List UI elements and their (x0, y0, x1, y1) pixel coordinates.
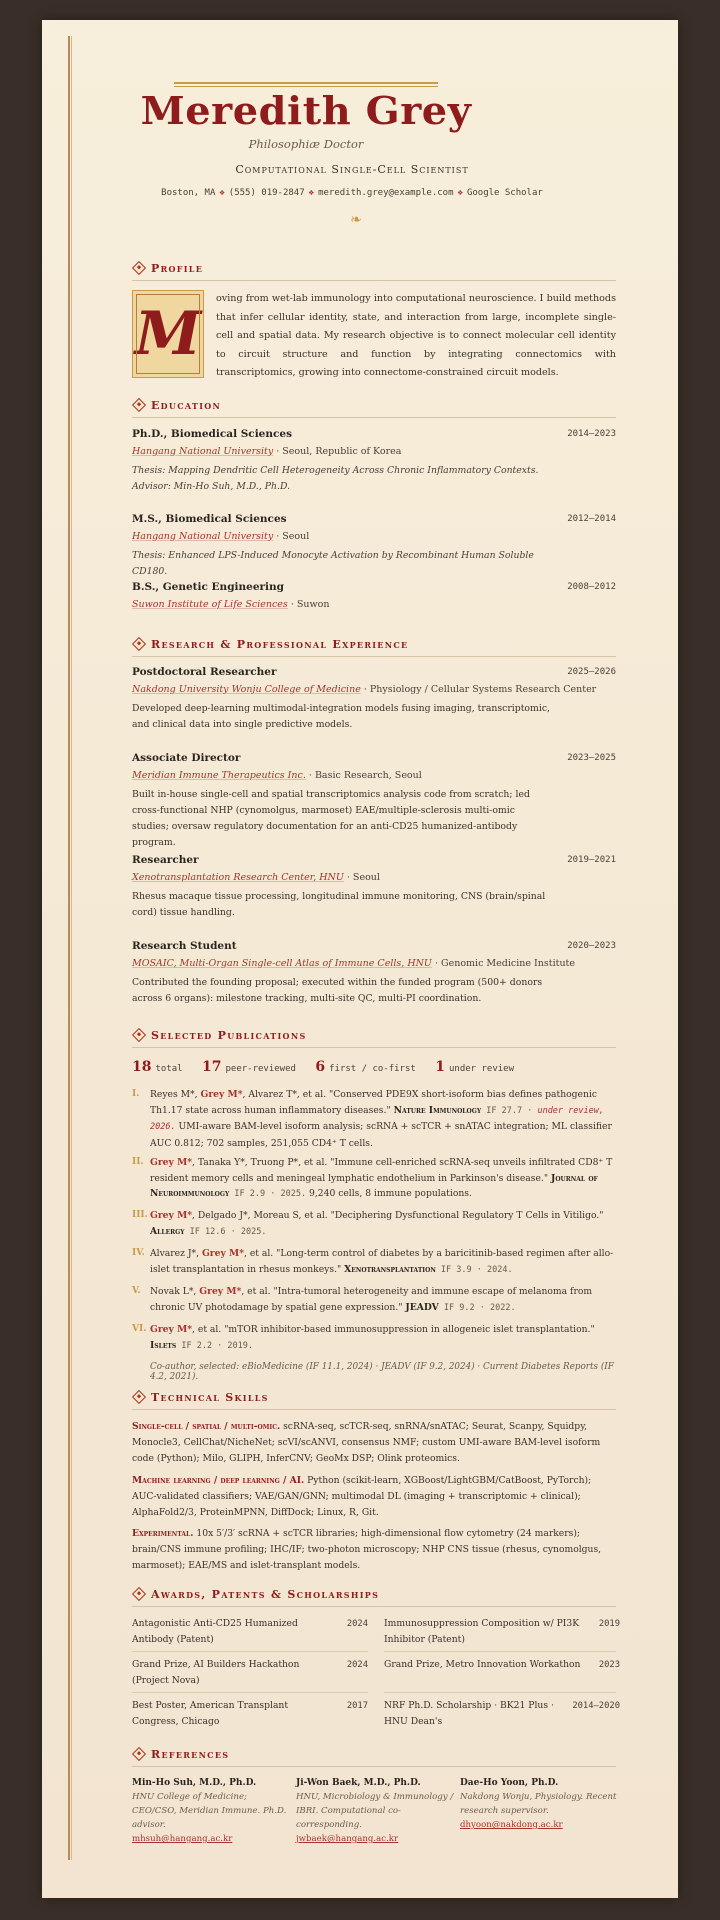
skill-group: Machine learning / deep learning / AI. Python (scikit-learn, XGBoost/LightGBM/CatBoost, PyTorch); AUC-validated classifiers; VAE/GAN/GNN; multimodal DL (imaging + transcriptomic + clinical); AlphaFold2/3, ProteinMPNN, DiffDock; Linux, R, Git. (132, 1475, 592, 1518)
publication-item: III. Grey M*, Delgado J*, Moreau S, et al. "Deciphering Dysfunctional Regulatory T Cells in Vitiligo." Allergy IF 12.6 · 2025. (132, 1210, 604, 1237)
publication-stats: 18 total 17 peer-reviewed 6 first / co-first 1 under review (132, 1059, 515, 1075)
education-section (132, 397, 616, 418)
section-title: Education (151, 398, 222, 412)
entry-dates: 2008–2012 (567, 582, 616, 592)
separator-icon: ❖ (308, 188, 315, 198)
reference-card: Dae-Ho Yoon, Ph.D. Nakdong Wonju, Physiology. Recent research supervisor. dhyoon@nakdong.ac.kr (460, 1776, 620, 1832)
publication-item: IV. Alvarez J*, Grey M*, et al. "Long-term control of diabetes by a baricitinib-based regimen after allo-islet transplantation in rhesus monkeys." Xenotransplantation IF 3.9 · 2024. (132, 1248, 614, 1275)
experience-entry: Associate Director 2023–2025 Meridian Immune Therapeutics Inc. · Basic Research, Seoul Built in-house single-cell and spatial transcriptomics analysis code from scratch; led cross-functional NHP (cynomolgus, marmoset) EAE/multiple-sclerosis multi-omic studies; oversaw regulatory documentation for an anti-CD25 humanized-antibody program. (132, 752, 616, 848)
entry-dates: 2014–2023 (567, 429, 616, 439)
diamond-icon (132, 1747, 146, 1761)
entry-dates: 2012–2014 (567, 514, 616, 524)
diamond-icon (132, 398, 146, 412)
reference-card: Min-Ho Suh, M.D., Ph.D. HNU College of Medicine; CEO/CSO, Meridian Immune. Ph.D. advisor. mhsuh@hangang.ac.kr (132, 1776, 292, 1846)
margin-rule-inner (71, 36, 72, 1860)
fleuron-icon: ❧ (350, 212, 362, 228)
phone[interactable]: (555) 019-2847 (228, 188, 305, 198)
section-title: Profile (151, 261, 204, 275)
section-title: Awards, Patents & Scholarships (151, 1587, 380, 1601)
diamond-icon (132, 1587, 146, 1601)
award-item: Immunosuppression Composition w/ PI3K Inhibitor (Patent) 2019 (384, 1618, 620, 1645)
margin-rule (68, 36, 70, 1860)
entry-dates: 2025–2026 (567, 667, 616, 677)
location: Boston, MA (161, 188, 216, 198)
experience-section (132, 636, 616, 657)
award-item: Grand Prize, Metro Innovation Workathon 2023 (384, 1659, 620, 1670)
section-title: Selected Publications (151, 1028, 307, 1042)
skills-section (132, 1389, 616, 1410)
diamond-icon (132, 637, 146, 651)
section-title: References (151, 1747, 230, 1761)
diamond-icon (132, 1028, 146, 1042)
awards-section (132, 1586, 616, 1607)
award-item: Antagonistic Anti-CD25 Humanized Antibody (Patent) 2024 (132, 1618, 368, 1645)
publications-section (132, 1027, 616, 1048)
degree-line: Philosophiæ Doctor (248, 137, 364, 151)
education-entry: M.S., Biomedical Sciences 2012–2014 Hangang National University · Seoul Thesis: Enhanced LPS-Induced Monocyte Activation by Recombinant Human Soluble CD180. (132, 513, 616, 577)
profile-section (132, 260, 616, 281)
entry-dates: 2020–2023 (567, 941, 616, 951)
diamond-icon (132, 1390, 146, 1404)
award-item: Best Poster, American Transplant Congress, Chicago 2017 (132, 1700, 368, 1727)
reference-card: Ji-Won Baek, M.D., Ph.D. HNU, Microbiology & Immunology / IBRI. Computational co-corresponding. jwbaek@hangang.ac.kr (296, 1776, 456, 1846)
experience-entry: Researcher 2019–2021 Xenotransplantation Research Center, HNU · Seoul Rhesus macaque tissue processing, longitudinal immune monitoring, CNS (brain/spinal cord) tissue handling. (132, 854, 616, 918)
skill-group: Experimental. 10x 5′/3′ scRNA + scTCR libraries; high-dimensional flow cytometry (24 markers); brain/CNS immune profiling; IHC/IF; two-photon microscopy; NHP CNS tissue (rhesus, cynomolgus, marmoset); EAE/MS and islet-transplant models. (132, 1528, 602, 1571)
email-link[interactable]: meredith.grey@example.com (318, 188, 454, 198)
reference-email-link[interactable]: mhsuh@hangang.ac.kr (132, 1834, 233, 1844)
publication-item: V. Novak L*, Grey M*, et al. "Intra-tumoral heterogeneity and immune escape of melanoma from chronic UV photodamage by spatial gene expression." JEADV IF 9.2 · 2022. (132, 1286, 593, 1313)
section-title: Research & Professional Experience (151, 637, 409, 651)
separator-icon: ❖ (457, 188, 463, 198)
award-item: NRF Ph.D. Scholarship · BK21 Plus · HNU Dean's 2014–2020 (384, 1700, 620, 1727)
publication-item: I. Reyes M*, Grey M*, Alvarez T*, et al. "Conserved PDE9X short-isoform bias defines pathogenic Th1.17 state across human inflammatory diseases." Nature Immunology IF 27.7 · under review, 2026. UMI-aware BAM-level isoform analysis; scRNA + scTCR + snATAC integration; ML classifier AUC 0.812; 702 samples, 251,055 CD4⁺ T cells. (132, 1089, 612, 1149)
section-title: Technical Skills (151, 1390, 269, 1404)
references-section (132, 1746, 616, 1767)
education-entry: Ph.D., Biomedical Sciences 2014–2023 Hangang National University · Seoul, Republic of Korea Thesis: Mapping Dendritic Cell Heterogeneity Across Chronic Inflammatory Contexts. Advisor: Min-Ho Suh, M.D., Ph.D. (132, 428, 616, 492)
scholar-link[interactable]: Google Scholar (466, 188, 543, 198)
separator-icon: ❖ (219, 188, 225, 198)
headline: Computational Single-Cell Scientist (235, 163, 469, 176)
reference-email-link[interactable]: dhyoon@nakdong.ac.kr (460, 1820, 563, 1830)
award-item: Grand Prize, AI Builders Hackathon (Project Nova) 2024 (132, 1659, 368, 1686)
publication-item: II. Grey M*, Tanaka Y*, Truong P*, et al. "Immune cell-enriched scRNA-seq unveils infiltrated CD8⁺ T resident memory cells and meningeal lymphatic endothelium in Parkinson's disease." Journal of Neuroimmunology IF 2.9 · 2025. 9,240 cells, 8 immune populations. (132, 1157, 613, 1199)
candidate-name: Meredith Grey (140, 88, 472, 133)
experience-entry: Postdoctoral Researcher 2025–2026 Nakdong University Wonju College of Medicine · Physiology / Cellular Systems Research Center Developed deep-learning multimodal-integration models fusing imaging, transcriptomic, and clinical data into single predictive models. (132, 666, 616, 730)
entry-dates: 2023–2025 (567, 753, 616, 763)
reference-email-link[interactable]: jwbaek@hangang.ac.kr (296, 1834, 399, 1844)
skill-group: Single-cell / spatial / multi-omic. scRNA-seq, scTCR-seq, snRNA/snATAC; Seurat, Scanpy, Squidpy, Monocle3, CellChat/NicheNet; scVI/scANVI, consensus NMF; custom UMI-aware BAM-level isoform code (Python); Milo, GLIPH, InferCNV; GeoMx DSP; Olink proteomics. (132, 1421, 601, 1464)
profile-text: oving from wet-lab immunology into computational neuroscience. I build methods that infer cellular identity, state, and interaction from large, incomplete single-cell and spatial data. My research objective is to connect molecular cell identity to circuit structure and function by integrating connectomics with transcriptomics, growing into connectome-constrained circuit models. (216, 293, 616, 378)
coauthor-note: Co-author, selected: eBioMedicine (IF 11.1, 2024) · JEADV (IF 9.2, 2024) · Current Diabetes Reports (IF 4.2, 2021). (150, 1362, 614, 1382)
experience-entry: Research Student 2020–2023 MOSAIC, Multi-Organ Single-cell Atlas of Immune Cells, HNU · Genomic Medicine Institute Contributed the founding proposal; executed within the funded program (500+ donors across 6 organs): milestone tracking, multi-site QC, multi-PI coordination. (132, 940, 616, 1004)
entry-dates: 2019–2021 (567, 855, 616, 865)
publication-item: VI. Grey M*, et al. "mTOR inhibitor-based immunosuppression in allogeneic islet transplantation." Islets IF 2.2 · 2019. (132, 1324, 595, 1351)
education-entry: B.S., Genetic Engineering 2008–2012 Suwon Institute of Life Sciences · Suwon (132, 581, 616, 610)
dropcap: M (132, 290, 204, 378)
diamond-icon (132, 261, 146, 275)
